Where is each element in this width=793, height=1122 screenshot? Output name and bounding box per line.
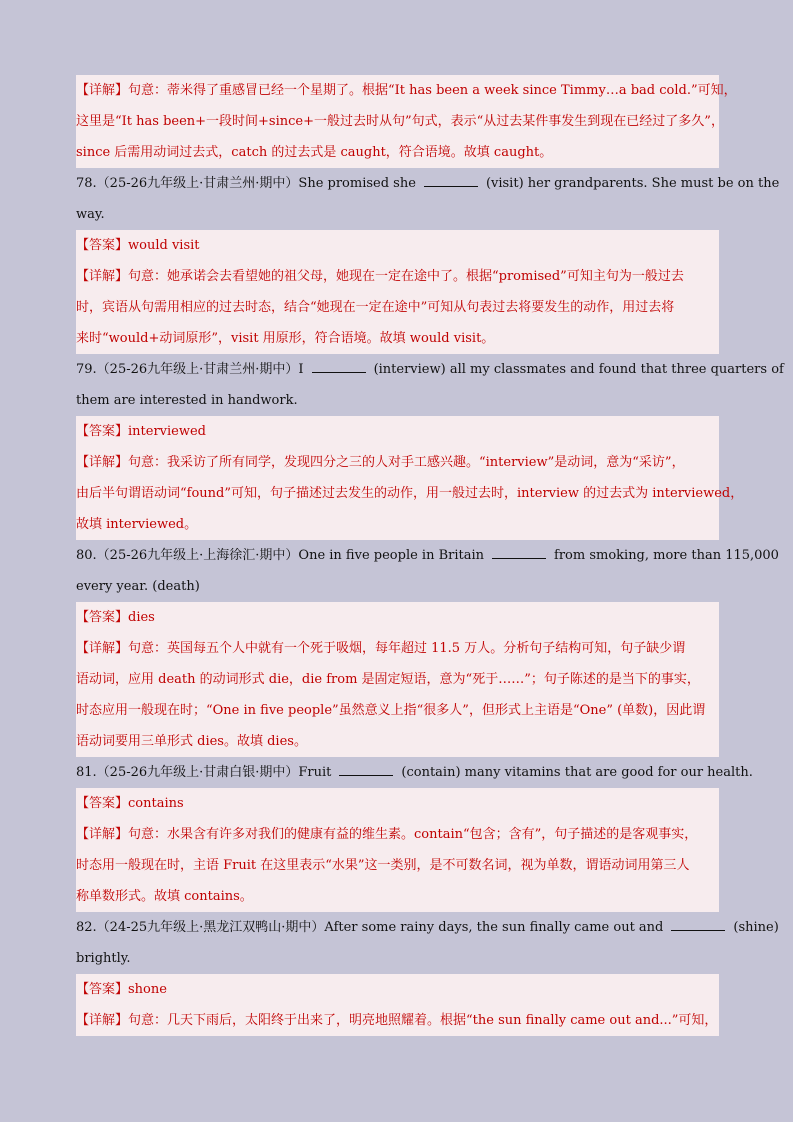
answer-box bbox=[76, 416, 744, 540]
answer-box bbox=[76, 230, 719, 354]
answer-line: 故填 interviewed。 bbox=[76, 517, 198, 532]
answer-line: 来时“would+动词原形”，visit 用原形，符合语境。故填 would visit。 bbox=[76, 331, 495, 346]
answer-line: 【详解】句意：几天下雨后，太阳终于出来了，明亮地照耀着。根据“the sun finally came out and...”可知， bbox=[76, 1013, 718, 1028]
answer-line: 称单数形式。故填 contains。 bbox=[76, 889, 253, 904]
question-text: 82.（24-25九年级上·黑龙江双鸭山·期中）After some rainy days, the sun finally came out and bbox=[76, 920, 664, 935]
question-text-after: (interview) all my classmates and found that three quarters of bbox=[373, 362, 784, 377]
answer-line: 【答案】shone bbox=[76, 982, 167, 997]
answer-line: 时态用一般现在时，主语 Fruit 在这里表示“水果”这一类别，是不可数名词，视为单数，谓语动词用第三人 bbox=[76, 858, 690, 873]
answer-line: 【详解】句意：水果含有许多对我们的健康有益的维生素。contain“包含；含有”，句子描述的是客观事实， bbox=[76, 827, 698, 842]
answer-line: 由后半句谓语动词“found”可知，句子描述过去发生的动作，用一般过去时，interview 的过去式为 interviewed， bbox=[76, 486, 744, 501]
answer-line: 【详解】句意：我采访了所有同学，发现四分之三的人对手工感兴趣。“interview”是动词，意为“采访”， bbox=[76, 455, 685, 470]
question-text: 80.（25-26九年级上·上海徐汇·期中）One in five people in Britain bbox=[76, 548, 485, 563]
answer-blank bbox=[671, 920, 725, 931]
question-text-after: (shine) bbox=[733, 920, 779, 935]
content-area bbox=[76, 75, 784, 1036]
question-text-after: (visit) her grandparents. She must be on the bbox=[485, 176, 780, 191]
answer-blank bbox=[339, 765, 393, 776]
answer-box bbox=[76, 974, 719, 1036]
answer-line: 【答案】interviewed bbox=[76, 424, 207, 439]
answer-box bbox=[76, 602, 719, 757]
answer-line: since 后需用动词过去式，catch 的过去式是 caught，符合语境。故填 caught。 bbox=[76, 145, 553, 160]
question-text: 81.（25-26九年级上·甘肃白银·期中）Fruit bbox=[76, 765, 332, 780]
answer-line: 【详解】句意：她承诺会去看望她的祖父母，她现在一定在途中了。根据“promised”可知主句为一般过去 bbox=[76, 269, 684, 284]
answer-blank bbox=[492, 548, 546, 559]
question-continuation: them are interested in handwork. bbox=[76, 393, 298, 408]
question-line bbox=[76, 168, 780, 199]
question-text-after: from smoking, more than 115,000 bbox=[554, 548, 779, 563]
answer-line: 【答案】contains bbox=[76, 796, 184, 811]
question-line bbox=[76, 757, 753, 788]
answer-line: 【答案】dies bbox=[76, 610, 155, 625]
answer-box bbox=[76, 75, 737, 168]
answer-line: 语动词要用三单形式 dies。故填 dies。 bbox=[76, 734, 307, 749]
question-line bbox=[76, 354, 784, 385]
answer-line: 时态应用一般现在时；“One in five people”虽然意义上指“很多人”，但形式上主语是“One” (单数)，因此谓 bbox=[76, 703, 706, 718]
answer-line: 这里是“It has been+一段时间+since+一般过去时从句”句式，表示“从过去某件事发生到现在已经过了多久”， bbox=[76, 114, 724, 129]
question-continuation: way. bbox=[76, 207, 105, 222]
answer-line: 【详解】句意：蒂米得了重感冒已经一个星期了。根据“It has been a week since Timmy…a bad cold.”可知， bbox=[76, 83, 737, 98]
answer-blank bbox=[424, 176, 478, 187]
question-continuation: brightly. bbox=[76, 951, 131, 966]
question-continuation: every year. (death) bbox=[76, 579, 200, 594]
answer-box bbox=[76, 788, 719, 912]
question-text-after: (contain) many vitamins that are good for our health. bbox=[401, 765, 753, 780]
answer-line: 【答案】would visit bbox=[76, 238, 200, 253]
question-line bbox=[76, 540, 779, 571]
answer-line: 【详解】句意：英国每五个人中就有一个死于吸烟，每年超过 11.5 万人。分析句子结构可知，句子缺少谓 bbox=[76, 641, 686, 656]
answer-line: 语动词，应用 death 的动词形式 die，die from 是固定短语，意为“死于……”；句子陈述的是当下的事实， bbox=[76, 672, 700, 687]
question-line bbox=[76, 912, 779, 943]
question-text: 79.（25-26九年级上·甘肃兰州·期中）I bbox=[76, 362, 304, 377]
question-text: 78.（25-26九年级上·甘肃兰州·期中）She promised she bbox=[76, 176, 416, 191]
answer-line: 时，宾语从句需用相应的过去时态，结合“她现在一定在途中”可知从句表过去将要发生的动作，用过去将 bbox=[76, 300, 675, 315]
answer-blank bbox=[312, 362, 366, 373]
